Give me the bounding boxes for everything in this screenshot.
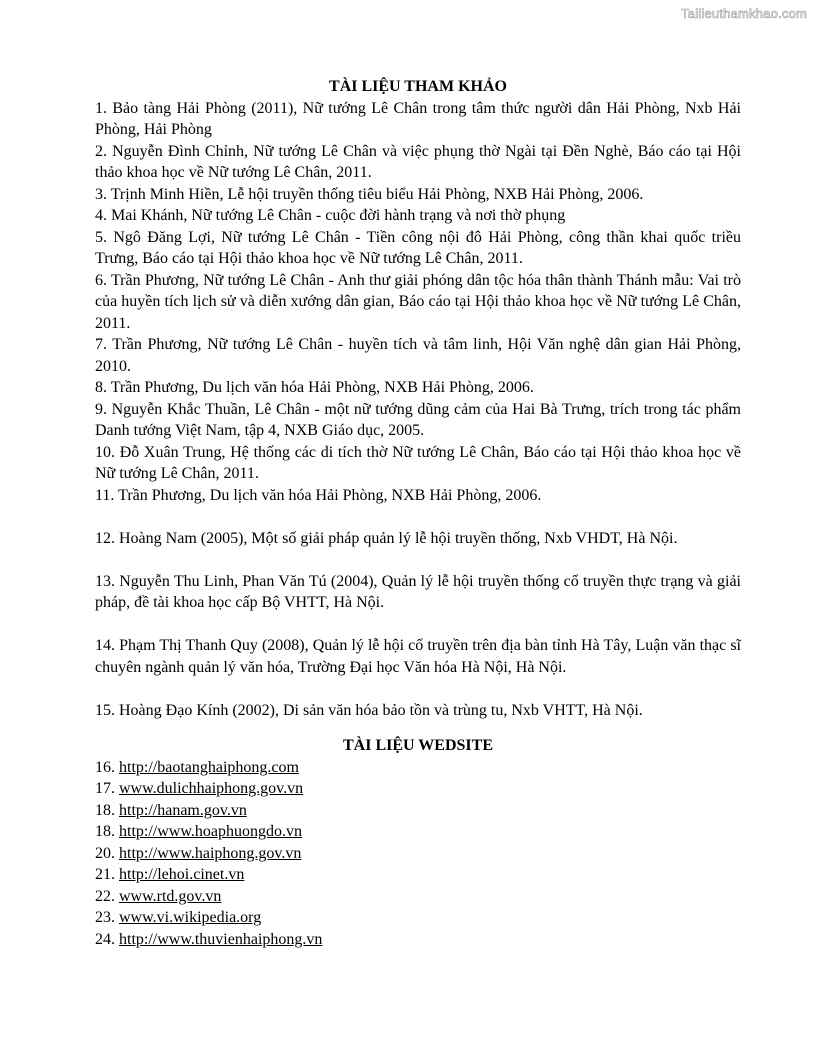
document-body [95,76,741,950]
reference-item: 10. Đỗ Xuân Trung, Hệ thống các di tích thờ Nữ tướng Lê Chân, Báo cáo tại Hội thảo khoa học về Nữ tướng Lê Chân, 2011. [95,443,741,482]
website-link[interactable]: http://www.hoaphuongdo.vn [119,823,302,840]
website-link[interactable]: www.dulichhaiphong.gov.vn [119,780,304,797]
website-link[interactable]: http://lehoi.cinet.vn [119,866,245,883]
reference-item: 4. Mai Khánh, Nữ tướng Lê Chân - cuộc đời hành trạng và nơi thờ phụng [95,207,566,224]
website-number: 22. [95,887,115,905]
website-number: 23. [95,909,115,926]
reference-item: 5. Ngô Đăng Lợi, Nữ tướng Lê Chân - Tiền công nội đô Hải Phòng, công thần khai quốc triều Trưng, Báo cáo tại Hội thảo khoa học về Nữ tướng Lê Chân, 2011. [95,228,741,267]
website-link[interactable]: http://hanam.gov.vn [119,801,247,819]
reference-item: 1. Bảo tàng Hải Phòng (2011), Nữ tướng Lê Chân trong tâm thức người dân Hải Phòng, Nxb Hải Phòng, Hải Phòng [95,99,741,138]
watermark: Tailieuthamkhao.com [681,6,807,21]
reference-item: 11. Trần Phương, Du lịch văn hóa Hải Phòng, NXB Hải Phòng, 2006. [95,486,542,504]
reference-item: 2. Nguyễn Đình Chỉnh, Nữ tướng Lê Chân và việc phụng thờ Ngài tại Đền Nghè, Báo cáo tại Hội thảo khoa học về Nữ tướng Lê Chân, 2011. [95,142,741,181]
website-number: 18. [95,823,115,840]
reference-item: 6. Trần Phương, Nữ tướng Lê Chân - Anh thư giải phóng dân tộc hóa thân thành Thánh mẫu: Vai trò của huyền tích lịch sử và diễn xướng dân gian, Báo cáo tại Hội thảo khoa học về Nữ tướng Lê Chân, 2011. [95,271,741,332]
website-number: 18. [95,801,115,819]
reference-item: 7. Trần Phương, Nữ tướng Lê Chân - huyền tích và tâm linh, Hội Văn nghệ dân gian Hải Phòng, 2010. [95,336,741,375]
reference-item: 14. Phạm Thị Thanh Quy (2008), Quản lý lễ hội cổ truyền trên địa bàn tỉnh Hà Tây, Luận văn thạc sĩ chuyên ngành quản lý văn hóa, Trường Đại học Văn hóa Hà Nội, Hà Nội. [95,637,741,676]
website-item [95,800,741,822]
reference-item: 13. Nguyễn Thu Linh, Phan Văn Tú (2004), Quản lý lễ hội truyền thống cổ truyền thực trạng và giải pháp, đề tài khoa học cấp Bộ VHTT, Hà Nội. [95,572,741,611]
website-list [95,757,741,951]
website-number: 16. [95,758,115,776]
website-item [95,821,741,843]
website-number: 24. [95,930,115,948]
website-item [95,778,741,800]
website-link[interactable]: http://www.thuvienhaiphong.vn [119,930,323,948]
reference-item: 12. Hoàng Nam (2005), Một số giải pháp quản lý lễ hội truyền thống, Nxb VHDT, Hà Nội. [95,529,678,547]
website-item [95,864,741,886]
website-item [95,929,741,951]
website-link[interactable]: www.vi.wikipedia.org [119,909,262,926]
reference-item: 15. Hoàng Đạo Kính (2002), Di sản văn hóa bảo tồn và trùng tu, Nxb VHTT, Hà Nội. [95,701,643,719]
reference-item: 8. Trần Phương, Du lịch văn hóa Hải Phòng, NXB Hải Phòng, 2006. [95,379,534,396]
websites-heading: TÀI LIỆU WEDSITE [343,737,493,754]
website-number: 17. [95,780,115,797]
website-item [95,886,741,908]
website-number: 20. [95,844,115,862]
website-item [95,907,741,929]
reference-item: 9. Nguyễn Khắc Thuần, Lê Chân - một nữ tướng dũng cảm của Hai Bà Trưng, trích trong tác phẩm Danh tướng Việt Nam, tập 4, NXB Giáo dục, 2005. [95,400,741,439]
website-link[interactable]: www.rtd.gov.vn [119,887,222,905]
website-item [95,843,741,865]
website-link[interactable]: http://www.haiphong.gov.vn [119,844,302,862]
website-number: 21. [95,866,115,883]
references-heading: TÀI LIỆU THAM KHẢO [329,78,507,95]
website-item [95,757,741,779]
website-link[interactable]: http://baotanghaiphong.com [119,758,299,776]
reference-item: 3. Trịnh Minh Hiền, Lễ hội truyền thống tiêu biểu Hải Phòng, NXB Hải Phòng, 2006. [95,185,644,203]
